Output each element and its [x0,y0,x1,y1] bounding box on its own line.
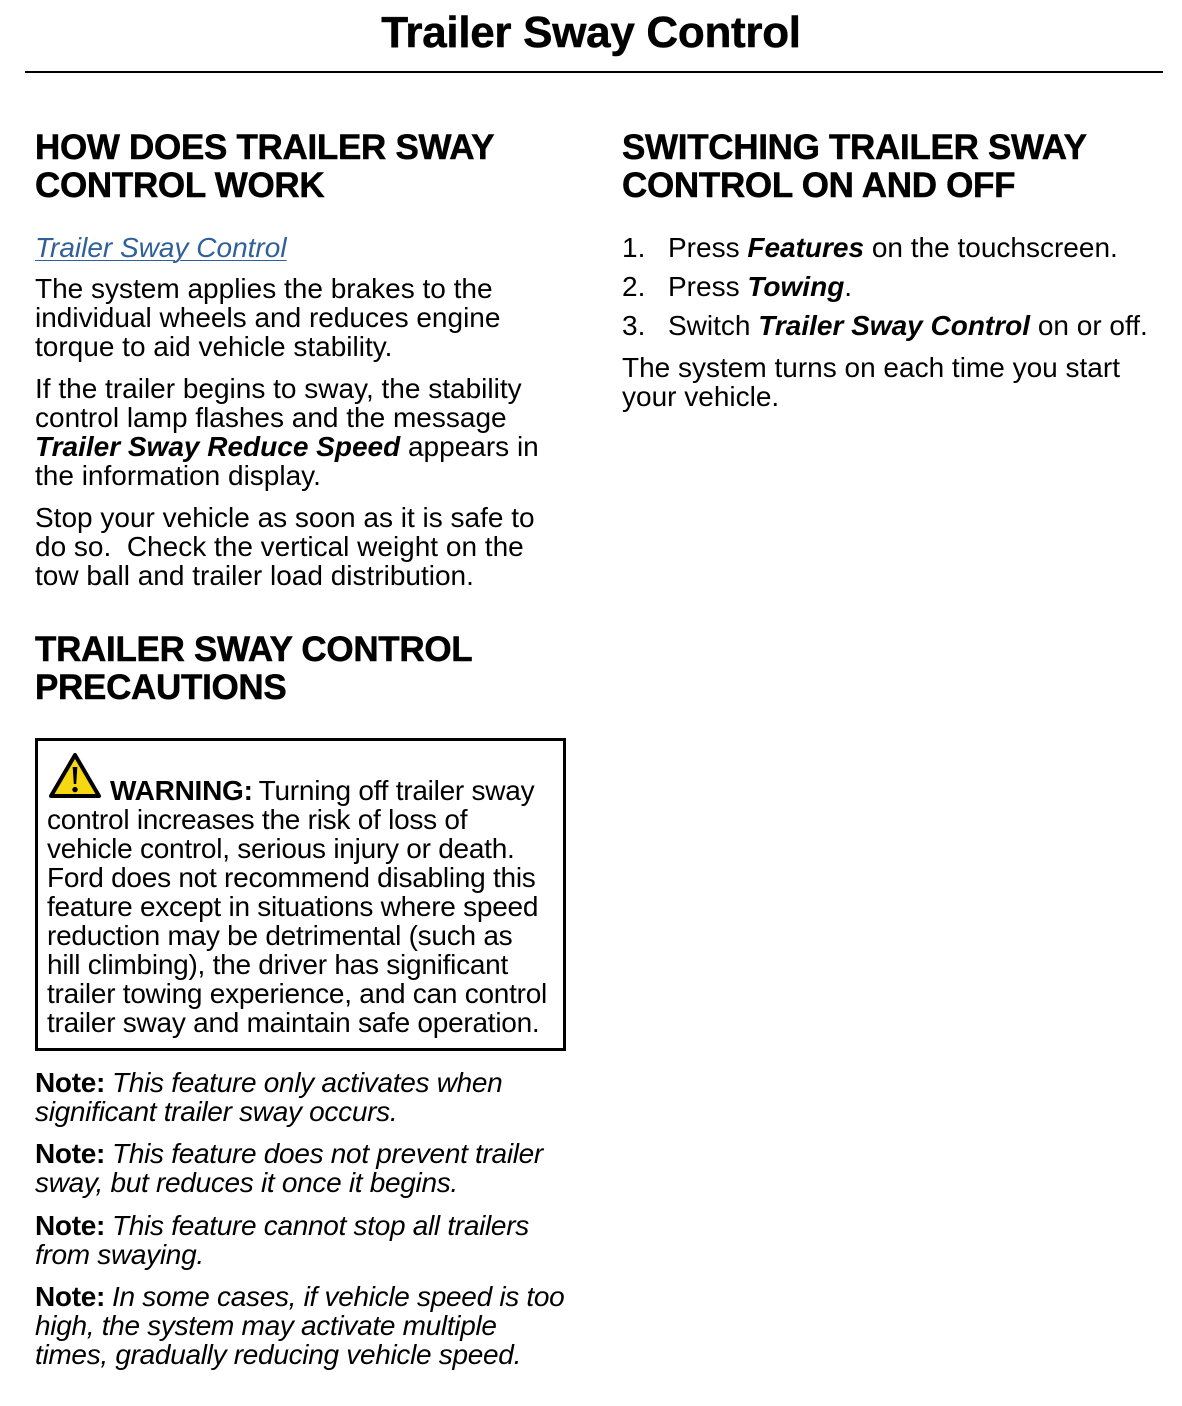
note-line [35,1168,580,1197]
warning-line: Ford does not recommend disabling this [47,862,536,893]
note-text: times, gradually reducing vehicle speed. [35,1339,522,1370]
steps-list [622,233,1167,340]
paragraph-line: individual wheels and reduces engine [35,302,501,333]
precautions-heading [35,631,580,707]
paragraph-line: the information display. [35,460,321,491]
paragraph-line: If the trailer begins to sway, the stability [35,373,522,404]
step-item [622,272,1167,301]
warning-line [47,776,563,805]
step-text: Press [668,271,748,302]
step-emphasis: Towing [747,271,845,302]
step-emphasis: Features [747,232,865,263]
heading-line: TRAILER SWAY CONTROL [35,630,473,669]
note [35,1211,580,1269]
step-emphasis: Trailer Sway Control [758,310,1031,341]
step-number: 2. [622,271,646,302]
step-text: Switch [668,310,759,341]
page-title: Trailer Sway Control [381,8,801,57]
note-label: Note: [35,1138,106,1169]
right-column [622,129,1167,411]
note-line [35,1139,580,1168]
note-text: In some cases, if vehicle speed is too [112,1281,565,1312]
paragraph-stop-your-vehicle [35,503,580,590]
note-label: Note: [35,1210,106,1241]
paragraph-line: control lamp flashes and the message [35,402,507,433]
step-item [622,233,1167,262]
warning-line: control increases the risk of loss of [47,804,468,835]
note-text: from swaying. [35,1239,204,1270]
paragraph-system-turns-on [622,353,1167,411]
warning-line: feature except in situations where speed [47,891,539,922]
note-label: Note: [35,1067,106,1098]
warning-triangle-icon [48,752,102,800]
how-it-works-heading [35,129,580,205]
title-divider [25,71,1163,73]
paragraph-line: torque to aid vehicle stability. [35,331,393,362]
how-it-works-section [35,129,580,590]
note-line [35,1340,580,1369]
warning-line: trailer sway and maintain safe operation. [47,1007,540,1038]
heading-line: SWITCHING TRAILER SWAY [622,128,1087,167]
heading-line: PRECAUTIONS [35,668,287,707]
paragraph-line: your vehicle. [622,381,780,412]
trailer-sway-control-link[interactable]: Trailer Sway Control [35,232,287,263]
step-number: 1. [622,232,646,263]
note-label: Note: [35,1281,106,1312]
display-message-text: Trailer Sway Reduce Speed [35,431,401,462]
warning-box [35,738,566,1051]
step-text: on the touchscreen. [864,232,1118,263]
note-line [35,1211,580,1240]
heading-line: HOW DOES TRAILER SWAY [35,128,495,167]
note-text: high, the system may activate multiple [35,1310,497,1341]
paragraph-line: tow ball and trailer load distribution. [35,560,474,591]
warning-line: trailer towing experience, and can control [47,978,548,1009]
paragraph-line: do so. Check the vertical weight on the [35,531,524,562]
note-text: sway, but reduces it once it begins. [35,1167,458,1198]
warning-text: Turning off trailer sway [258,775,535,806]
switching-heading [622,129,1167,205]
note-text: This feature does not prevent trailer [112,1138,543,1169]
step-item [622,311,1167,340]
paragraph-line [35,432,580,461]
note-line [35,1097,580,1126]
paragraph-system-applies-brakes [35,274,580,361]
heading-line: CONTROL WORK [35,166,325,205]
paragraph-text: appears in [400,431,539,462]
note [35,1282,580,1369]
note-text: significant trailer sway occurs. [35,1096,398,1127]
precautions-section [35,631,580,1369]
warning-line: vehicle control, serious injury or death. [47,833,515,864]
note-line [35,1068,580,1097]
step-text: on or off. [1030,310,1148,341]
left-column [35,129,580,1369]
warning-line: reduction may be detrimental (such as [47,920,513,951]
heading-line: CONTROL ON AND OFF [622,166,1016,205]
note [35,1068,580,1126]
note-line [35,1240,580,1269]
paragraph-line: The system applies the brakes to the [35,273,493,304]
note [35,1139,580,1197]
paragraph-line: The system turns on each time you start [622,352,1120,383]
paragraph-trailer-begins-to-sway [35,374,580,490]
warning-line: hill climbing), the driver has significant [47,949,509,980]
paragraph-line: Stop your vehicle as soon as it is safe to [35,502,535,533]
note-line [35,1282,580,1311]
note-line [35,1311,580,1340]
step-text: . [844,271,853,302]
switching-section [622,129,1167,411]
step-number: 3. [622,310,646,341]
note-text: This feature only activates when [112,1067,503,1098]
link-container [35,233,580,262]
note-text: This feature cannot stop all trailers [112,1210,529,1241]
step-text: Press [668,232,748,263]
warning-label: WARNING: [110,775,253,806]
